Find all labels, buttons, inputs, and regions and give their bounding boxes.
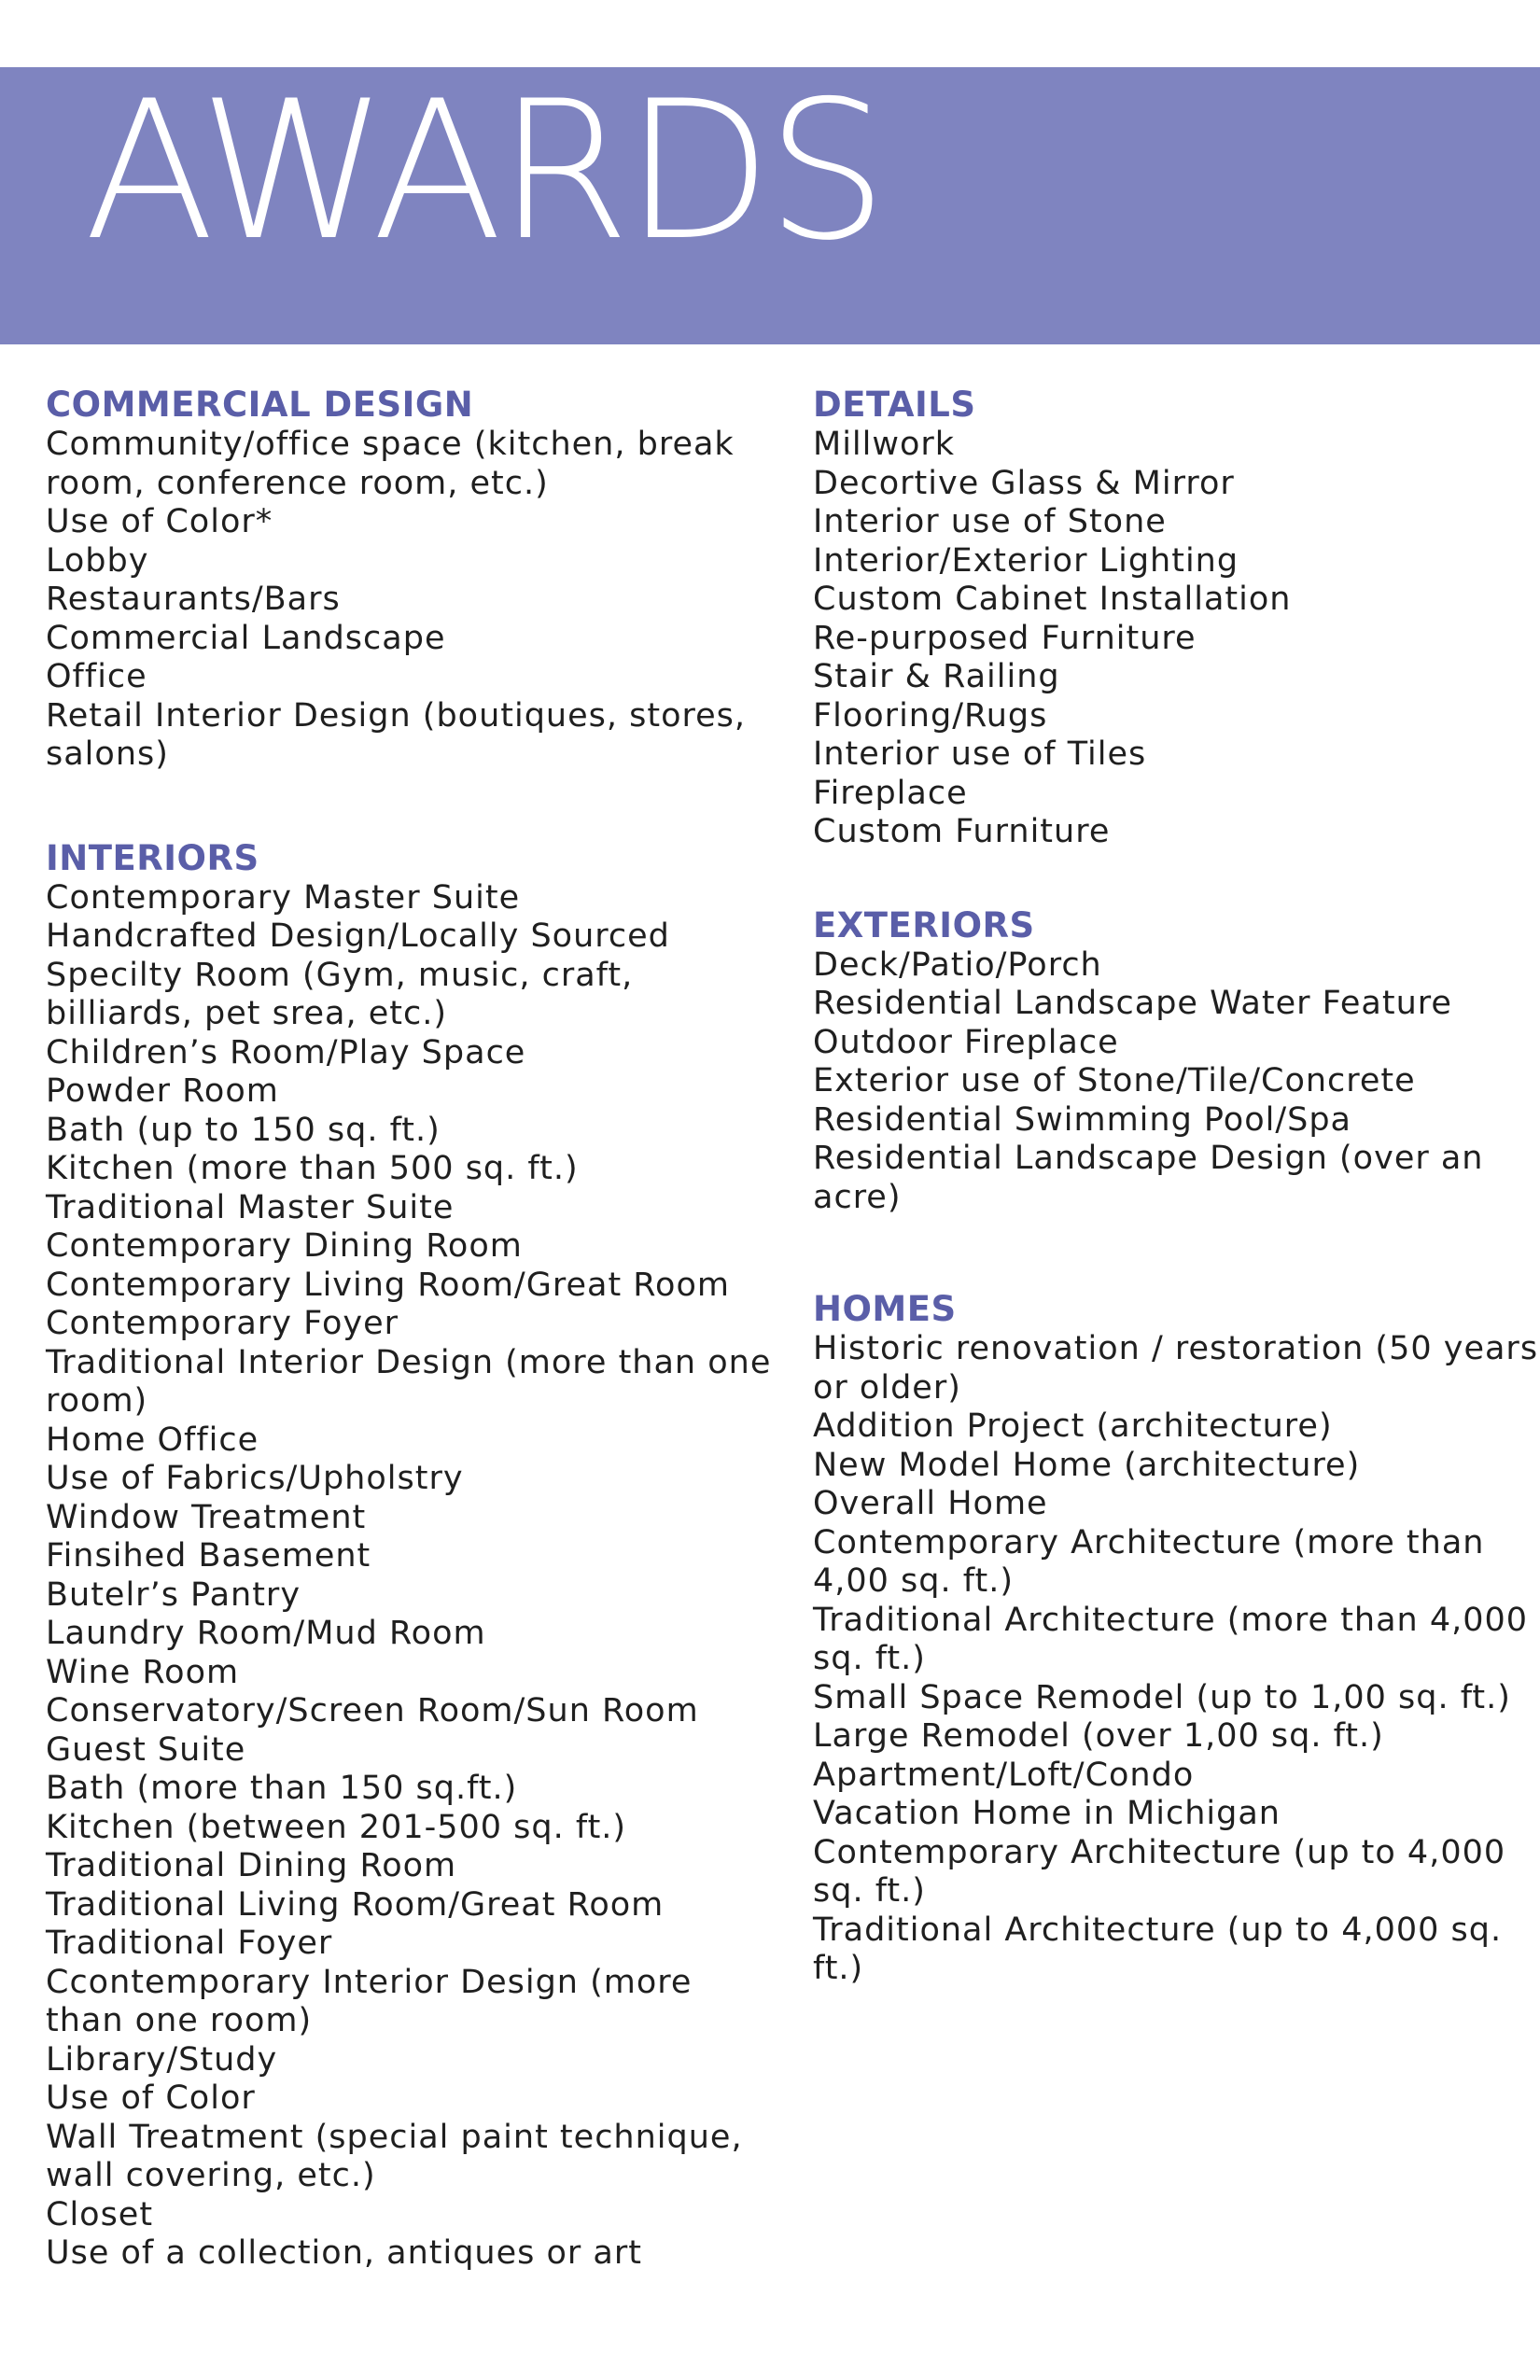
commercial-design-section: [46, 385, 774, 775]
exteriors-section: [813, 905, 1540, 1218]
section-heading: COMMERCIAL DESIGN: [46, 385, 474, 425]
award-item: Closet: [46, 2195, 154, 2233]
award-item: Butelr’s Pantry: [46, 1575, 301, 1614]
award-item: Outdoor Fireplace: [813, 1023, 1119, 1061]
award-item: Decortive Glass & Mirror: [813, 464, 1235, 502]
award-item: Guest Suite: [46, 1730, 246, 1769]
award-item: Traditional Architecture (more than 4,000 sq. ft.): [813, 1601, 1529, 1677]
award-item: Residential Landscape Design (over an acre): [813, 1140, 1484, 1216]
award-item: Addition Project (architecture): [813, 1407, 1333, 1445]
award-item: Residential Landscape Water Feature: [813, 985, 1452, 1022]
award-item: Millwork: [813, 426, 956, 463]
award-item: Residential Swimming Pool/Spa: [813, 1100, 1352, 1139]
section-heading: INTERIORS: [46, 837, 259, 878]
award-item: Exterior use of Stone/Tile/Concrete: [813, 1062, 1416, 1099]
award-item: Apartment/Loft/Condo: [813, 1756, 1195, 1794]
award-item: Traditional Master Suite: [46, 1188, 455, 1226]
award-item: Use of a collection, antiques or art: [46, 2234, 642, 2272]
award-item: Small Space Remodel (up to 1,00 sq. ft.): [813, 1678, 1511, 1716]
page-title: AWARDS: [84, 61, 883, 283]
award-item: Large Remodel (over 1,00 sq. ft.): [813, 1717, 1384, 1755]
award-item: Traditional Architecture (up to 4,000 sq. ft.): [813, 1911, 1503, 1987]
award-item: Kitchen (between 201-500 sq. ft.): [46, 1808, 627, 1846]
award-list: [46, 879, 774, 2274]
award-item: Traditional Dining Room: [46, 1847, 457, 1884]
award-item: Vacation Home in Michigan: [813, 1795, 1281, 1832]
award-item: Overall Home: [813, 1485, 1048, 1522]
award-item: Bath (more than 150 sq.ft.): [46, 1770, 518, 1807]
section-heading: HOMES: [813, 1289, 957, 1329]
award-item: Kitchen (more than 500 sq. ft.): [46, 1150, 579, 1187]
award-item: Use of Color*: [46, 503, 273, 540]
award-item: Stair & Railing: [813, 658, 1060, 695]
award-item: Library/Study: [46, 2040, 278, 2079]
award-item: Fireplace: [813, 774, 968, 812]
award-list: [813, 946, 1540, 1218]
award-list: [813, 1330, 1540, 1989]
interiors-section: [46, 838, 774, 2274]
award-item: Lobby: [46, 541, 149, 580]
award-item: Contemporary Architecture (up to 4,000 sq. ft.): [813, 1833, 1506, 1910]
award-item: Commercial Landscape: [46, 619, 446, 657]
award-item: Traditional Living Room/Great Room: [46, 1885, 665, 1924]
award-item: Custom Furniture: [813, 813, 1111, 850]
award-item: Window Treatment: [46, 1498, 367, 1536]
award-list: [46, 426, 774, 775]
award-item: Traditional Foyer: [46, 1925, 333, 1962]
award-item: Specilty Room (Gym, music, craft, billiards, pet srea, etc.): [46, 956, 634, 1032]
award-item: Historic renovation / restoration (50 years or older): [813, 1330, 1539, 1407]
award-item: Contemporary Architecture (more than 4,00 sq. ft.): [813, 1523, 1485, 1600]
award-item: Use of Color: [46, 2079, 256, 2117]
homes-section: [813, 1289, 1540, 1989]
award-item: Custom Cabinet Installation: [813, 581, 1292, 618]
left-column: [46, 385, 774, 2274]
award-item: Children’s Room/Play Space: [46, 1033, 526, 1071]
award-item: Wall Treatment (special paint technique, wall covering, etc.): [46, 2118, 743, 2194]
award-item: Flooring/Rugs: [813, 696, 1048, 735]
award-item: Finsihed Basement: [46, 1537, 371, 1575]
award-item: Laundry Room/Mud Room: [46, 1615, 486, 1652]
award-item: New Model Home (architecture): [813, 1446, 1361, 1484]
award-item: Community/office space (kitchen, break room, conference room, etc.): [46, 426, 735, 502]
award-item: Contemporary Master Suite: [46, 878, 521, 917]
award-item: Retail Interior Design (boutiques, stores, salons): [46, 696, 747, 773]
award-item: Deck/Patio/Porch: [813, 945, 1102, 984]
award-item: Re-purposed Furniture: [813, 619, 1197, 657]
award-item: Bath (up to 150 sq. ft.): [46, 1111, 441, 1149]
section-heading: DETAILS: [813, 385, 976, 425]
award-item: Ccontemporary Interior Design (more than one room): [46, 1963, 693, 2039]
award-item: Powder Room: [46, 1072, 279, 1110]
award-item: Conservatory/Screen Room/Sun Room: [46, 1692, 699, 1729]
award-item: Handcrafted Design/Locally Sourced: [46, 917, 670, 955]
details-section: [813, 385, 1540, 852]
award-item: Wine Room: [46, 1653, 240, 1691]
right-column: [813, 385, 1540, 1989]
section-heading: EXTERIORS: [813, 904, 1035, 945]
award-item: Traditional Interior Design (more than one room): [46, 1343, 772, 1420]
award-item: Office: [46, 658, 147, 695]
award-item: Use of Fabrics/Upholstry: [46, 1460, 464, 1497]
award-item: Interior/Exterior Lighting: [813, 541, 1239, 580]
award-item: Home Office: [46, 1421, 259, 1459]
award-item: Restaurants/Bars: [46, 581, 341, 618]
award-item: Contemporary Living Room/Great Room: [46, 1266, 730, 1304]
award-item: Contemporary Foyer: [46, 1305, 399, 1342]
award-item: Interior use of Stone: [813, 503, 1167, 540]
award-list: [813, 426, 1540, 852]
award-item: Interior use of Tiles: [813, 735, 1147, 773]
award-item: Contemporary Dining Room: [46, 1227, 523, 1265]
